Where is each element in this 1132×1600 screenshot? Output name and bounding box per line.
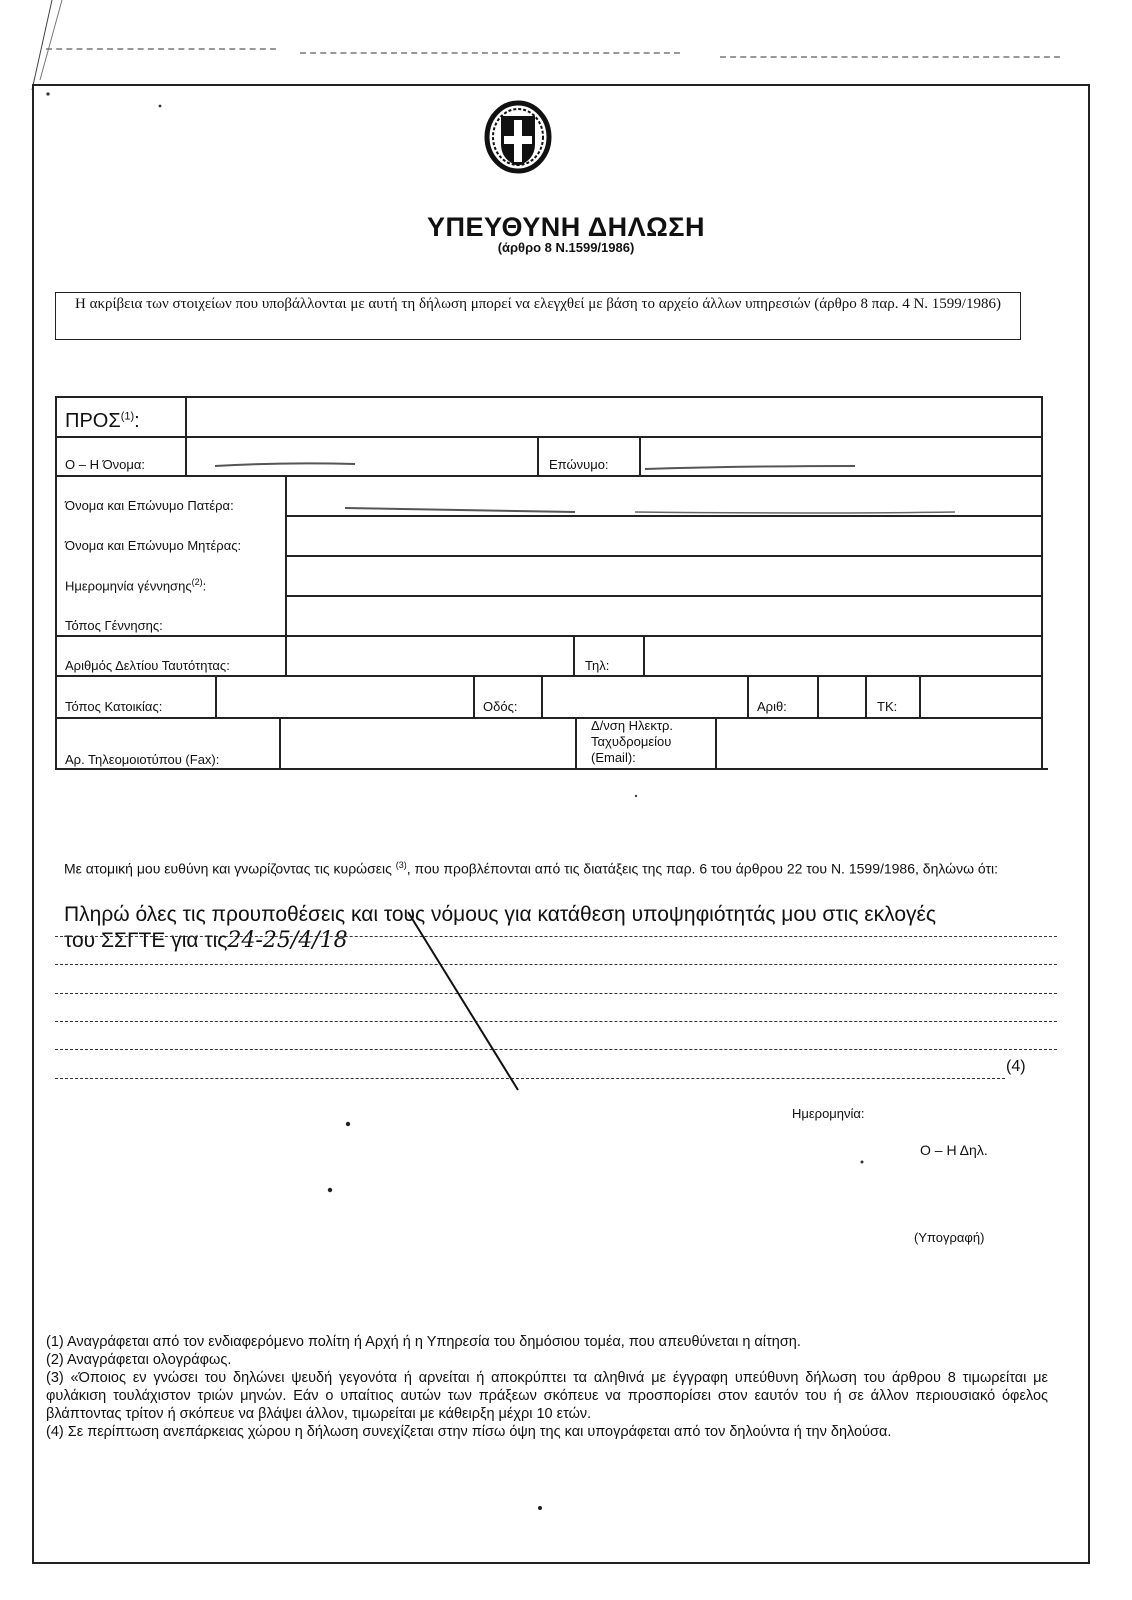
declaration-intro: Με ατομική μου ευθύνη και γνωρίζοντας τις κυρώσεις $^{(3)}$, που προβλέπονται από τις διατάξεις της παρ. 6 του άρθρου 22 του Ν. 1599/1986, δηλώνω ότι: xyxy=(64,860,999,877)
footnote-1: (1) Αναγράφεται από τον ενδιαφερόμενο πολίτη ή Αρχή ή η Υπηρεσία του δημόσιου τομέα, που απευθύνεται η αίτηση. xyxy=(46,1334,801,1350)
redaction-marks xyxy=(55,396,1043,770)
footnote-4: (4) Σε περίπτωση ανεπάρκειας χώρου η δήλωση συνεχίζεται στην πίσω όψη της και υπογράφεται από τον δηλούντα ή την δηλούσα. xyxy=(46,1424,892,1440)
to-label: ΠΡΟΣ$^{(1)}$: xyxy=(65,410,140,432)
date-label: Ημερομηνία: xyxy=(792,1106,865,1121)
mother-name-label: Όνομα και Επώνυμο Μητέρας: xyxy=(65,538,242,553)
fax-label: Αρ. Τηλεομοιοτύπου (Fax): xyxy=(65,752,220,767)
accuracy-notice: Η ακρίβεια των στοιχείων που υποβάλλονται με αυτή τη δήλωση μπορεί να ελεγχθεί με βάση το αρχείο άλλων υπηρεσιών (άρθρο 8 παρ. 4 Ν. 1599/1986) xyxy=(55,292,1021,340)
document-subtitle: (άρθρο 8 Ν.1599/1986) xyxy=(497,240,635,255)
scan-artifact xyxy=(46,48,276,50)
street-number-label: Αριθ: xyxy=(757,699,787,714)
first-name-label: Ο – Η Όνομα: xyxy=(65,457,145,472)
handwritten-date: 24-25/4/18 xyxy=(227,928,348,953)
scan-artifact xyxy=(720,56,1060,58)
signature-label: (Υπογραφή) xyxy=(914,1230,985,1245)
birth-place-label: Τόπος Γέννησης: xyxy=(65,618,163,633)
declaration-text: Πληρώ όλες τις προυποθέσεις και τους νόμους για κατάθεση υποψηφιότητάς μου στις εκλογές του ΣΣΓΤΕ για τις24-25/4/18 xyxy=(64,903,936,953)
declaration-line xyxy=(55,964,1057,965)
footnotes xyxy=(46,1333,1048,1441)
footnote-2: (2) Αναγράφεται ολογράφως. xyxy=(46,1352,232,1368)
email-label: Δ/νση Ηλεκτρ. Ταχυδρομείου (Email): xyxy=(591,718,673,765)
scan-artifact xyxy=(300,52,680,54)
declaration-line xyxy=(55,1021,1057,1022)
surname-label: Επώνυμο: xyxy=(549,457,609,472)
strike-through-line xyxy=(404,908,544,1098)
residence-label: Τόπος Κατοικίας: xyxy=(65,699,163,714)
coat-of-arms-icon xyxy=(484,100,552,174)
father-name-label: Όνομα και Επώνυμο Πατέρα: xyxy=(65,498,234,513)
phone-label: Τηλ: xyxy=(585,658,610,673)
footnote-3: (3) «Όποιος εν γνώσει του δηλώνει ψευδή γεγονότα ή αρνείται ή αποκρύπτει τα αληθινά με έγγραφη υπεύθυνη δήλωση του άρθρου 8 τιμωρείται με φυλάκιση τουλάχιστον τριών μηνών. Εάν ο υπαίτιος αυτών των πράξεων σκόπευε να προσπορίσει στον εαυτόν του ή σε άλλον περιουσιακό όφελος βλάπτοντας τρίτον ή σκόπευε να βλάψει άλλον, τιμωρείται με κάθειρξη μέχρι 10 ετών. xyxy=(46,1370,1048,1422)
declaration-line xyxy=(55,1049,1057,1050)
personal-details-form xyxy=(55,396,1066,786)
birth-date-label: Ημερομηνία γέννησης$^{(2)}$: xyxy=(65,577,207,594)
scan-edge-mark xyxy=(10,0,70,90)
declaration-line xyxy=(55,936,1057,937)
postcode-label: ΤΚ: xyxy=(877,699,898,714)
note-4-ref: (4) xyxy=(1006,1058,1026,1075)
document-title: ΥΠΕΥΘΥΝΗ ΔΗΛΩΣΗ xyxy=(426,212,705,242)
street-label: Οδός: xyxy=(483,699,518,714)
id-number-label: Αριθμός Δελτίου Ταυτότητας: xyxy=(65,658,230,673)
declarant-label: Ο – Η Δηλ. xyxy=(920,1142,988,1158)
declaration-line xyxy=(55,993,1057,994)
